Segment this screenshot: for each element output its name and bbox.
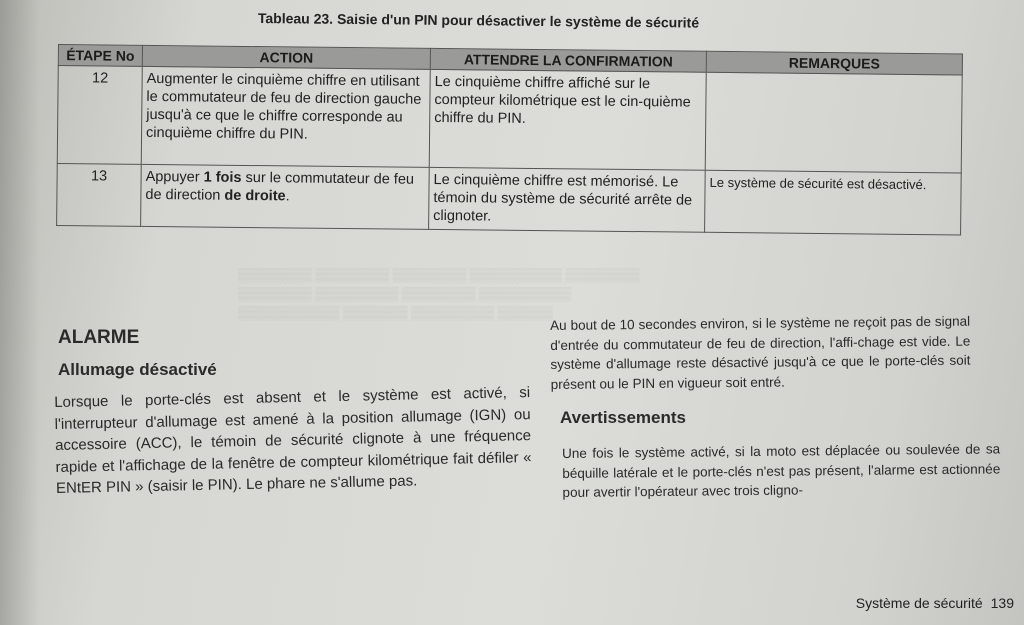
action-emphasis: de droite (224, 187, 286, 205)
action-cell: Augmenter le cinquième chiffre en utilisant le commutateur de feu de direction gauche jusqu'à ce que le chiffre corresponde au cinquième chiffre du PIN. (141, 66, 430, 167)
pin-table-container (56, 44, 970, 236)
page-footer (856, 595, 1014, 611)
confirmation-cell: Le cinquième chiffre est mémorisé. Le témoin du système de sécurité arrête de clignoter. (429, 167, 706, 232)
header-remarks: REMARQUES (706, 51, 962, 75)
table-row (57, 66, 962, 173)
action-text: Appuyer (145, 168, 204, 186)
step-number: 12 (57, 66, 142, 165)
footer-section-title: Système de sécurité (855, 595, 983, 611)
body-paragraph-right-1: Au bout de 10 secondes environ, si le système ne reçoit pas de signal d'entrée du commutateur de feu de direction, l'affi-chage est vide. Le système d'allumage reste désactivé jusqu'à ce que le porte-clés soit présent ou le PIN en vigueur soit entré. (550, 313, 971, 392)
page-gutter-shadow (0, 0, 40, 625)
confirmation-cell: Le cinquième chiffre affiché sur le compteur kilométrique est le cin-quième chiffre du PIN. (429, 69, 706, 170)
warnings-heading: Avertissements (560, 408, 686, 427)
section-heading-alarme: ALARME (58, 327, 140, 348)
action-cell (141, 164, 430, 229)
remarks-cell: Le système de sécurité est désactivé. (705, 170, 962, 235)
table-row (57, 163, 962, 234)
action-text: . (285, 188, 290, 205)
header-action: ACTION (142, 45, 430, 69)
page-number: 139 (990, 595, 1014, 611)
pin-entry-table (56, 44, 963, 235)
subsection-heading: Allumage désactivé (58, 360, 217, 379)
action-text: sur le commutateur de feu de direction (145, 169, 415, 204)
header-confirmation: ATTENDRE LA CONFIRMATION (430, 48, 706, 72)
show-through-text: ▒▒▒▒▒▒▒▒ ▒▒▒▒▒▒▒▒ ▒▒▒▒▒▒▒▒ ▒▒▒▒▒▒▒▒▒▒ ▒▒▒▒▒▒▒▒ ▒▒▒▒▒▒▒▒ ▒▒▒▒▒▒▒▒▒ ▒▒▒▒▒▒▒▒ ▒▒▒▒▒▒▒▒▒▒ ▒▒▒▒▒▒▒▒▒▒▒ ▒▒▒▒▒▒▒ ▒▒▒▒▒▒▒▒▒ ▒▒▒▒▒▒ (238, 267, 640, 320)
body-paragraph-left: Lorsque le porte-clés est absent et le système est activé, si l'interrupteur d'allumage est amené à la position allumage (IGN) ou accessoire (ACC), le témoin de sécurité clignote à une fréquence rapide et l'affichage de la fenêtre de compteur kilométrique fait défiler « ENtER PIN » (saisir le PIN). Le phare ne s'allume pas. (54, 384, 532, 497)
step-number: 13 (57, 163, 142, 226)
body-paragraph-right-2: Une fois le système activé, si la moto est déplacée ou soulevée de sa béquille latérale et le porte-clés n'est pas présent, l'alarme est actionnée pour avertir l'opérateur avec trois cligno- (562, 441, 1001, 500)
header-step: ÉTAPE No (58, 45, 142, 67)
table-caption: Tableau 23. Saisie d'un PIN pour désactiver le système de sécurité (257, 10, 700, 31)
remarks-cell (705, 72, 962, 173)
action-emphasis: 1 fois (203, 169, 242, 186)
